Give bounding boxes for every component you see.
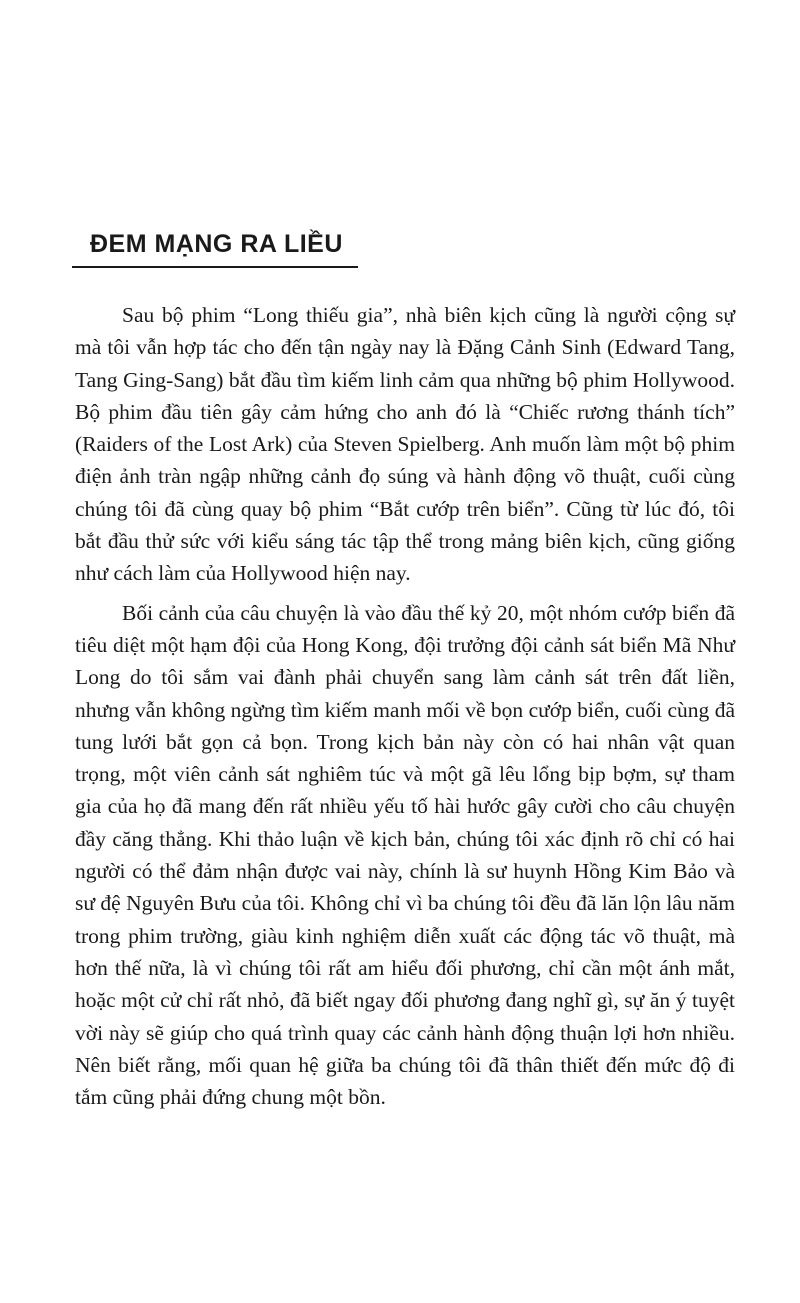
paragraph-1: Sau bộ phim “Long thiếu gia”, nhà biên kịch cũng là người cộng sự mà tôi vẫn hợp tác cho đến tận ngày nay là Đặng Cảnh Sinh (Edward Tang, Tang Ging-Sang) bắt đầu tìm kiếm linh cảm qua những bộ phim Hollywood. Bộ phim đầu tiên gây cảm hứng cho anh đó là “Chiếc rương thánh tích” (Raiders of the Lost Ark) của Steven Spielberg. Anh muốn làm một bộ phim điện ảnh tràn ngập những cảnh đọ súng và hành động võ thuật, cuối cùng chúng tôi đã cùng quay bộ phim “Bắt cướp trên biển”. Cũng từ lúc đó, tôi bắt đầu thử sức với kiểu sáng tác tập thể trong mảng biên kịch, cũng giống như cách làm của Hollywood hiện nay. — [75, 303, 735, 586]
chapter-heading — [72, 226, 362, 268]
heading-underline — [72, 266, 358, 268]
paragraph-2: Bối cảnh của câu chuyện là vào đầu thế kỷ 20, một nhóm cướp biển đã tiêu diệt một hạm đội của Hong Kong, đội trưởng đội cảnh sát biển Mã Như Long do tôi sắm vai đành phải chuyển sang làm cảnh sát trên đất liền, nhưng vẫn không ngừng tìm kiếm manh mối về bọn cướp biển, cuối cùng đã tung lưới bắt gọn cả bọn. Trong kịch bản này còn có hai nhân vật quan trọng, một viên cảnh sát nghiêm túc và một gã lêu lổng bịp bợm, sự tham gia của họ đã mang đến rất nhiều yếu tố hài hước gây cười cho câu chuyện đầy căng thẳng. Khi thảo luận về kịch bản, chúng tôi xác định rõ chỉ có hai người có thể đảm nhận được vai này, chính là sư huynh Hồng Kim Bảo và sư đệ Nguyên Bưu của tôi. Không chỉ vì ba chúng tôi đều đã lăn lộn lâu năm trong phim trường, giàu kinh nghiệm diễn xuất các động tác võ thuật, mà hơn thế nữa, là vì chúng tôi rất am hiểu đối phương, chỉ cần một ánh mắt, hoặc một cử chỉ rất nhỏ, đã biết ngay đối phương đang nghĩ gì, sự ăn ý tuyệt vời này sẽ giúp cho quá trình quay các cảnh hành động thuận lợi hơn nhiều. Nên biết rằng, mối quan hệ giữa ba chúng tôi đã thân thiết đến mức độ đi tắm cũng phải đứng chung một bồn. — [75, 600, 735, 1110]
chapter-title: ĐEM MẠNG RA LIỀU — [90, 230, 343, 258]
body-text — [75, 299, 735, 1120]
